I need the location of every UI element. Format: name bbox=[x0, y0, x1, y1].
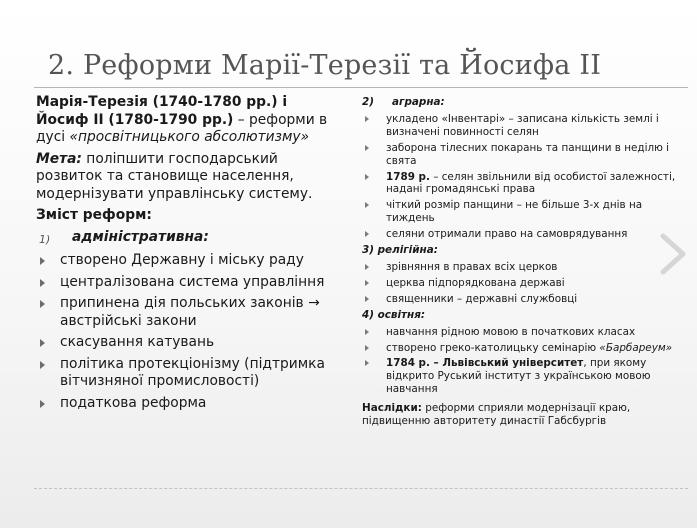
agrarian-label: аграрна: bbox=[392, 96, 445, 108]
bullet-icon bbox=[365, 264, 369, 270]
intro-italic: «просвітницького абсолютизму» bbox=[69, 129, 310, 145]
bullet-icon bbox=[40, 339, 45, 347]
education-heading: 4) освітня: bbox=[362, 308, 426, 321]
admin-heading bbox=[36, 229, 341, 247]
list-item bbox=[36, 334, 341, 352]
chevron-right-icon[interactable] bbox=[655, 232, 689, 276]
bullet-icon bbox=[365, 145, 369, 151]
admin-label: адміністративна: bbox=[72, 228, 209, 245]
left-column bbox=[36, 94, 341, 416]
list-item bbox=[36, 252, 341, 270]
list-item-text: – селян звільнили від особистої залежності, надані громадянські права bbox=[386, 170, 676, 196]
list-item bbox=[362, 261, 680, 274]
religious-heading: 3) релігійна: bbox=[362, 244, 438, 257]
university-1784: 1784 р. – Львівський університет bbox=[386, 357, 584, 370]
bullet-icon bbox=[365, 202, 369, 208]
bullet-icon bbox=[365, 296, 369, 302]
list-item-text: укладено «Інвентарі» – записана кількість землі і визначені повинності селян bbox=[386, 112, 659, 138]
list-item bbox=[362, 142, 680, 168]
list-item-text: навчання рідною мовою в початкових класах bbox=[386, 325, 636, 338]
list-item bbox=[362, 228, 680, 241]
results-label: Наслідки: bbox=[362, 402, 422, 415]
bullet-icon bbox=[40, 400, 45, 408]
bullet-icon bbox=[365, 329, 369, 335]
bullet-icon bbox=[365, 174, 369, 180]
intro-text: – реформи в дусі bbox=[36, 111, 328, 145]
list-item bbox=[362, 326, 680, 339]
list-item-text: створено греко-католицьку семінарію bbox=[386, 341, 600, 354]
list-item bbox=[362, 357, 680, 396]
list-item bbox=[362, 277, 680, 290]
list-item-text: політика протекціонізму (підтримка вітчизняної промисловості) bbox=[60, 355, 325, 389]
list-item-text: створено Державну і міську раду bbox=[60, 252, 304, 268]
bullet-icon bbox=[40, 361, 45, 369]
bottom-divider bbox=[34, 488, 688, 489]
list-item-text: скасування катувань bbox=[60, 334, 215, 350]
bullet-icon bbox=[365, 116, 369, 122]
results-paragraph bbox=[362, 402, 680, 428]
list-item bbox=[362, 113, 680, 139]
content-label: Зміст реформ: bbox=[36, 207, 152, 223]
agrarian-number: 2) bbox=[362, 96, 374, 108]
bullet-icon bbox=[365, 280, 369, 286]
title-divider bbox=[34, 87, 688, 88]
bullet-icon bbox=[40, 279, 45, 287]
list-item bbox=[362, 293, 680, 306]
list-item-text: чіткий розмір панщини – не більше 3-х днів на тиждень bbox=[386, 199, 643, 225]
list-item-text: , при якому відкрито Руський інститут з українською мовою навчання bbox=[386, 357, 651, 396]
bullet-icon bbox=[40, 257, 45, 265]
year-1789: 1789 р. bbox=[386, 170, 430, 183]
goal-paragraph bbox=[36, 151, 341, 204]
list-item bbox=[362, 342, 680, 355]
list-item-text: селяни отримали право на самоврядування bbox=[386, 228, 628, 241]
list-item-text: податкова реформа bbox=[60, 394, 207, 411]
page-title: 2. Реформи Марії-Терезії та Йосифа ІІ bbox=[48, 50, 602, 81]
agrarian-heading bbox=[362, 96, 680, 109]
right-column bbox=[362, 96, 680, 432]
bullet-icon bbox=[365, 231, 369, 237]
bullet-icon bbox=[365, 360, 369, 366]
list-item bbox=[36, 356, 341, 391]
list-item bbox=[36, 395, 341, 413]
list-item-text: централізована система управління bbox=[60, 273, 325, 290]
list-item bbox=[36, 274, 341, 292]
list-item-text: священники – державні службовці bbox=[386, 292, 578, 305]
goal-text: поліпшити господарський розвиток та становище населення, модернізувати управлінську систему. bbox=[36, 150, 313, 202]
list-item bbox=[362, 171, 680, 197]
intro-rulers: Марія-Терезія (1740-1780 рр.) і Йосиф ІІ (1780-1790 рр.) bbox=[36, 94, 288, 128]
results-text: реформи сприяли модернізації краю, підвищенню авторитету династії Габсбургів bbox=[362, 402, 631, 428]
bullet-icon bbox=[365, 345, 369, 351]
goal-label: Мета: bbox=[36, 150, 82, 167]
list-item-text: припинена дія польських законів → австрійські закони bbox=[60, 295, 320, 329]
seminary-name: «Барбареум» bbox=[599, 341, 673, 354]
list-item bbox=[362, 199, 680, 225]
list-item-text: церква підпорядкована державі bbox=[386, 276, 565, 289]
list-item bbox=[36, 295, 341, 330]
list-item-text: зрівняння в правах всіх церков bbox=[386, 260, 558, 273]
bullet-icon bbox=[40, 300, 45, 308]
list-item-text: заборона тілесних покарань та панщини в неділю і свята bbox=[386, 141, 670, 167]
intro-paragraph bbox=[36, 94, 341, 147]
admin-number: 1) bbox=[39, 232, 51, 246]
